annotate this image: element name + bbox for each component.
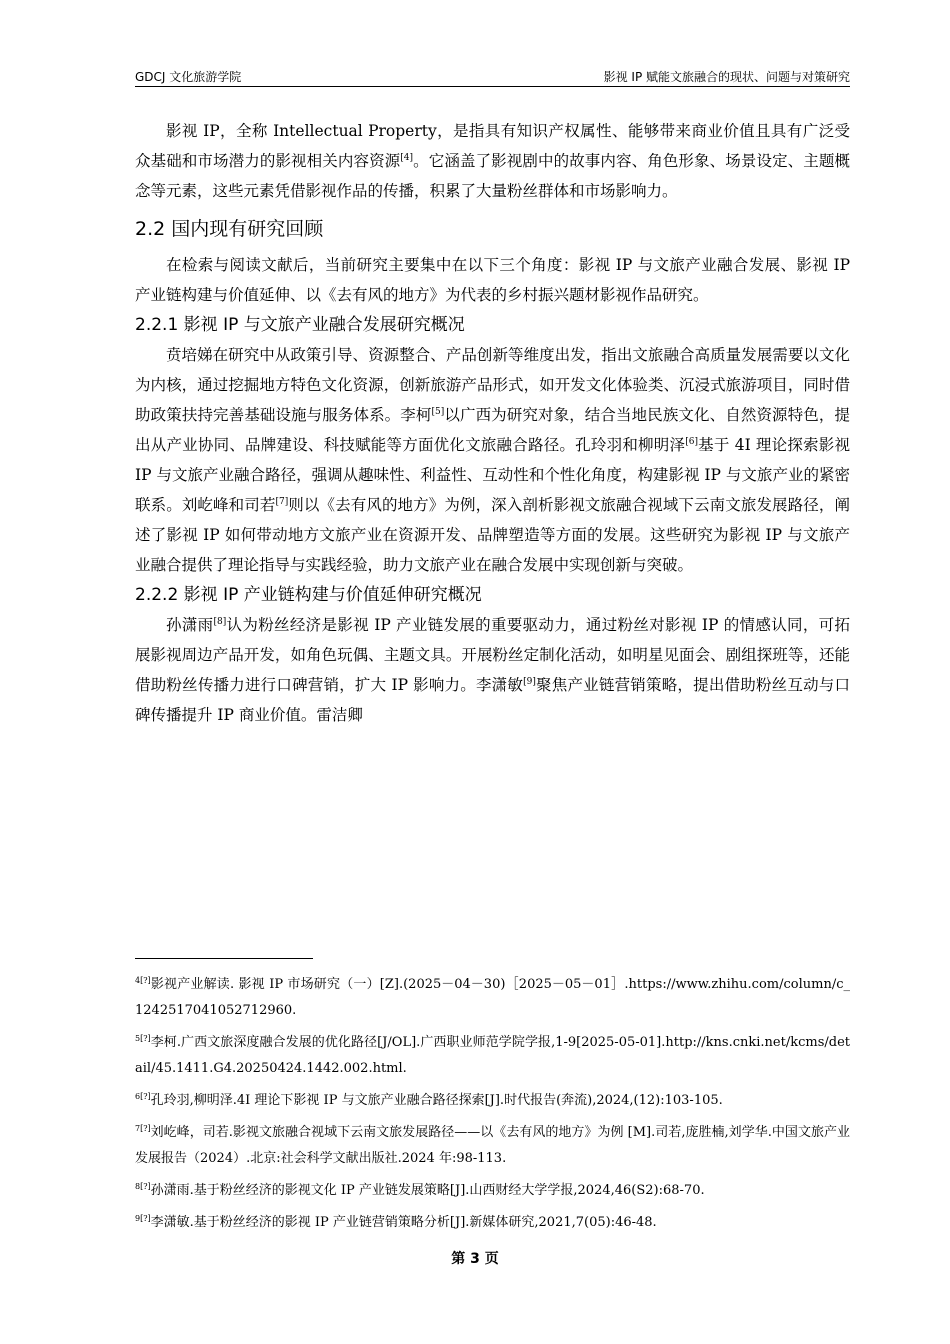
paragraph-industry-chain: 孙潇雨[8]认为粉丝经济是影视 IP 产业链发展的重要驱动力，通过粉丝对影视 IP 的情感认同，可拓展影视周边产品开发，如角色玩偶、主题文具。开展粉丝定制化活动，如明星见面会、剧组探班等，还能借助粉丝传播力进行口碑营销，扩大 IP 影响力。李潇敏[9]聚焦产业链营销策略，提出借助粉丝互动与口碑传播提升 IP 商业价值。雷洁卿 bbox=[135, 616, 850, 724]
header-paper-title: 影视 IP 赋能文旅融合的现状、问题与对策研究 bbox=[603, 70, 850, 84]
footnote-9: $^{9[?]}$李潇敏.基于粉丝经济的影视 IP 产业链营销策略分析[J].新媒体研究,2021,7(05):46-48. bbox=[135, 1214, 657, 1230]
paragraph-fusion-research: 贲培娣在研究中从政策引导、资源整合、产品创新等维度出发，指出文旅融合高质量发展需要以文化为内核，通过挖掘地方特色文化资源，创新旅游产品形式，如开发文化体验类、沉浸式旅游项目，同时借助政策扶持完善基础设施与服务体系。李柯[5]以广西为研究对象，结合当地民族文化、自然资源特色，提出从产业协同、品牌建设、科技赋能等方面优化文旅融合路径。孔玲羽和柳明泽[6]基于 4I 理论探索影视 IP 与文旅产业融合路径，强调从趣味性、利益性、互动性和个性化角度，构建影视 IP 与文旅产业的紧密联系。刘屹峰和司若[7]则以《去有风的地方》为例，深入剖析影视文旅融合视域下云南文旅发展路径，阐述了影视 IP 如何带动地方文旅产业在资源开发、品牌塑造等方面的发展。这些研究为影视 IP 与文旅产业融合提供了理论指导与实践经验，助力文旅产业在融合发展中实现创新与突破。 bbox=[135, 346, 850, 574]
section-heading-2-2-1: 2.2.1 影视 IP 与文旅产业融合发展研究概况 bbox=[135, 315, 465, 335]
citation-5: [5] bbox=[431, 407, 445, 417]
footnote-5: $^{5[?]}$李柯.广西文旅深度融合发展的优化路径[J/OL].广西职业师范学院学报,1-9[2025-05-01].http://kns.cnki.net/kcms/detail/45.1411.G4.20250424.1442.002.html. bbox=[135, 1034, 850, 1076]
header-school: GDCJ 文化旅游学院 bbox=[135, 70, 242, 84]
footnote-7: $^{7[?]}$刘屹峰，司若.影视文旅融合视域下云南文旅发展路径——以《去有风的地方》为例 [M].司若,庞胜楠,刘学华.中国文旅产业发展报告（2024）.北京:社会科学文献出版社.2024 年:98-113. bbox=[135, 1124, 850, 1166]
footnote-8: $^{8[?]}$孙潇雨.基于粉丝经济的影视文化 IP 产业链发展策略[J].山西财经大学学报,2024,46(S2):68-70. bbox=[135, 1182, 705, 1198]
citation-4: [4] bbox=[400, 153, 414, 163]
page-number: 第 3 页 bbox=[451, 1251, 499, 1267]
footnotes bbox=[135, 972, 850, 1242]
paragraph-research-overview: 在检索与阅读文献后，当前研究主要集中在以下三个角度：影视 IP 与文旅产业融合发展、影视 IP 产业链构建与价值延伸、以《去有风的地方》为代表的乡村振兴题材影视作品研究。 bbox=[135, 256, 850, 304]
paragraph-ip-definition: 影视 IP，全称 Intellectual Property，是指具有知识产权属性、能够带来商业价值且具有广泛受众基础和市场潜力的影视相关内容资源[4]。它涵盖了影视剧中的故事内容、角色形象、场景设定、主题概念等元素，这些元素凭借影视作品的传播，积累了大量粉丝群体和市场影响力。 bbox=[135, 122, 850, 200]
citation-6: [6] bbox=[685, 437, 698, 447]
footnote-6: $^{6[?]}$孔玲羽,柳明泽.4I 理论下影视 IP 与文旅产业融合路径探索[J].时代报告(奔流),2024,(12):103-105. bbox=[135, 1092, 723, 1108]
footnote-4: $^{4[?]}$影视产业解读. 影视 IP 市场研究（一）[Z].(2025－04－30)［2025－05－01］.https://www.zhihu.com/column/c_1242517041052712960. bbox=[135, 976, 850, 1018]
citation-9: [9] bbox=[523, 677, 536, 687]
body-text bbox=[135, 116, 850, 730]
citation-7: [7] bbox=[275, 497, 289, 507]
footnote-separator bbox=[135, 958, 313, 959]
section-heading-2-2: 2.2 国内现有研究回顾 bbox=[135, 218, 324, 240]
section-heading-2-2-2: 2.2.2 影视 IP 产业链构建与价值延伸研究概况 bbox=[135, 585, 482, 605]
running-header bbox=[135, 66, 850, 87]
citation-8: [8] bbox=[213, 617, 227, 627]
